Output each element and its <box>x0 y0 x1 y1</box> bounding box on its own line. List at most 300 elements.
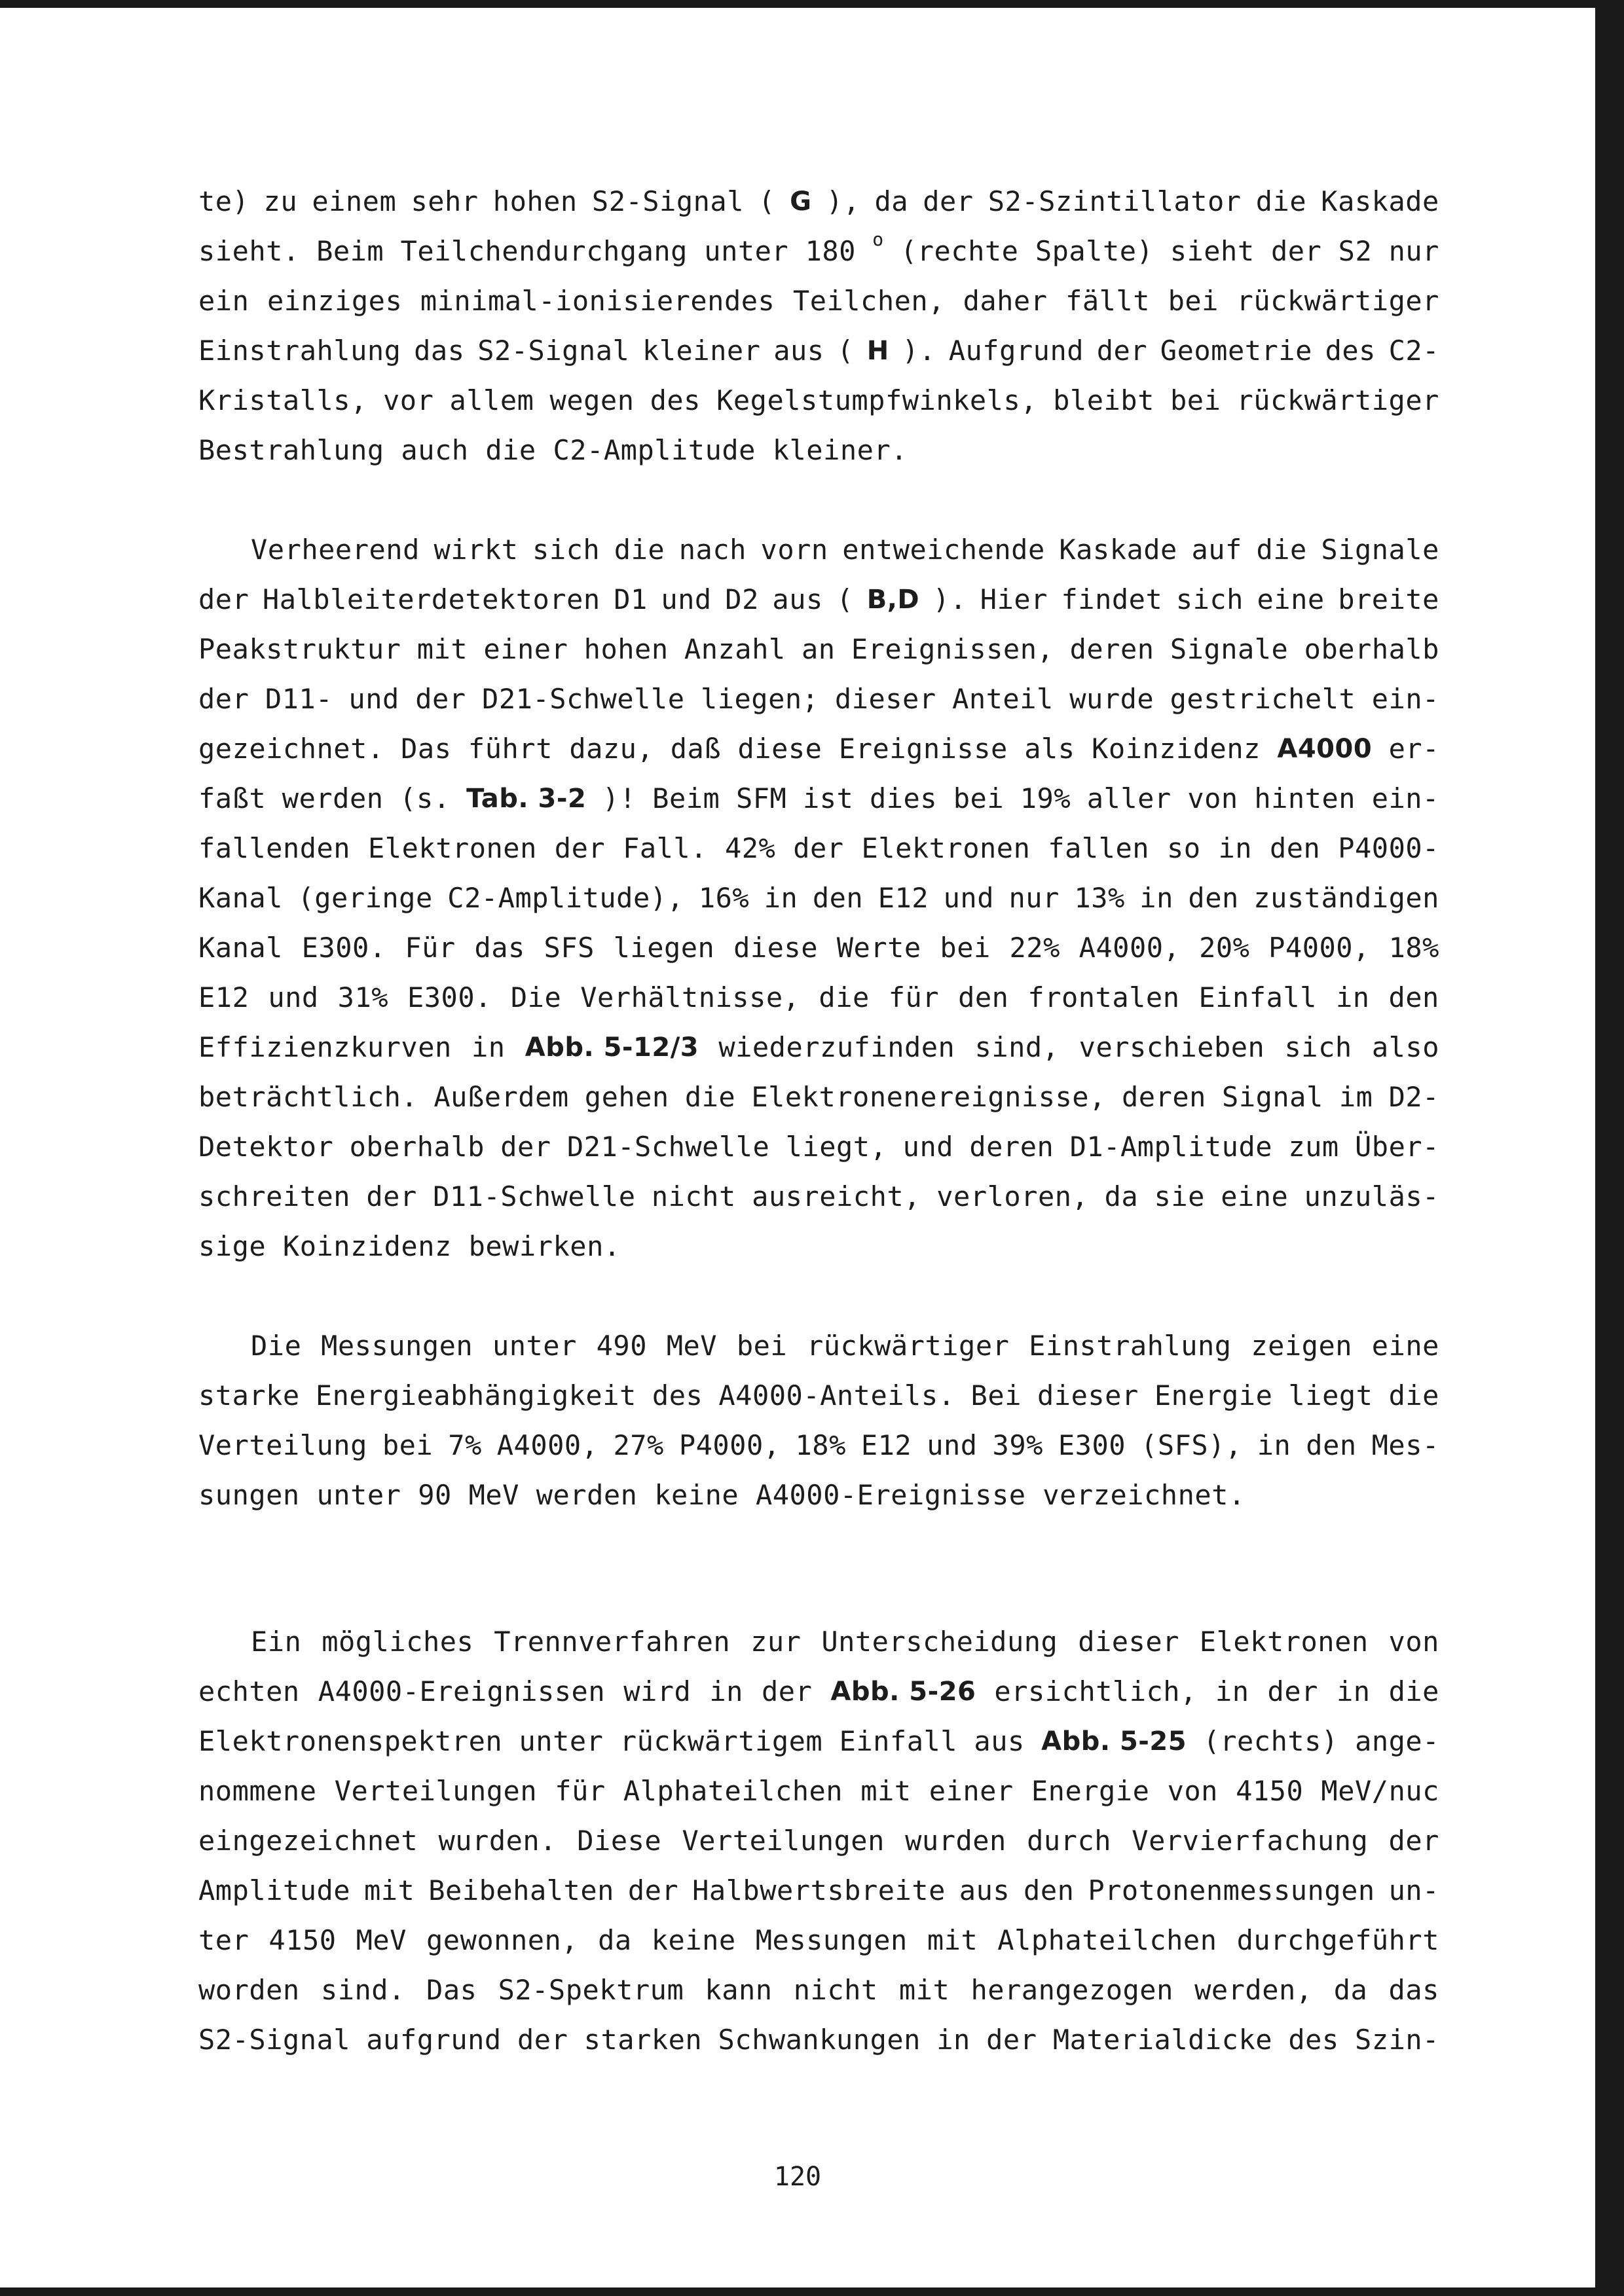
word: S2-Signal <box>477 335 630 367</box>
text-line <box>198 1172 1439 1222</box>
word: liegen; <box>700 683 819 715</box>
word: ist <box>802 782 854 814</box>
word: Geometrie <box>1160 335 1312 367</box>
word: verloren, <box>936 1180 1089 1212</box>
word: sich <box>532 534 600 566</box>
word: mit <box>860 1775 912 1807</box>
text-line <box>198 1470 1439 1520</box>
word: Kristalls, <box>198 384 367 416</box>
word: auf <box>1191 534 1242 566</box>
word: 27% <box>613 1429 664 1461</box>
word: Halbwertsbreite <box>692 1874 946 1906</box>
word: Spalte) <box>1035 235 1154 267</box>
word: der <box>554 832 606 864</box>
word: diese <box>733 932 819 964</box>
bold-reference: Abb. 5-25 <box>1041 1726 1187 1757</box>
word: Ereignisse <box>838 733 1008 765</box>
word: aus <box>959 1874 1010 1906</box>
word: aufgrund <box>366 2024 502 2056</box>
word: Elektronen <box>861 832 1031 864</box>
paragraph <box>198 177 1439 475</box>
word: 7% <box>448 1429 482 1461</box>
word: in <box>764 882 798 914</box>
word: MeV/nuc <box>1321 1775 1439 1807</box>
word: liegt <box>1288 1379 1373 1412</box>
word: Ein <box>251 1626 302 1658</box>
word: mit <box>898 1974 950 2006</box>
word: den <box>812 882 864 914</box>
word: Energieabhängigkeit <box>315 1379 637 1412</box>
word: eine <box>1371 1330 1439 1362</box>
text-line <box>198 1072 1439 1122</box>
word: Energie <box>1154 1379 1273 1412</box>
word: die <box>1388 1675 1439 1707</box>
word: E12 <box>198 981 249 1013</box>
word: Außerdem <box>434 1081 569 1113</box>
word: für <box>555 1775 606 1807</box>
word: deren <box>969 1131 1054 1163</box>
word: ersichtlich, <box>994 1675 1197 1707</box>
word: in <box>1335 981 1370 1013</box>
word: Verteilung <box>198 1429 367 1461</box>
word: unter <box>519 1725 604 1757</box>
word: S2-Spektrum <box>498 1974 684 2006</box>
word: die <box>1256 534 1307 566</box>
word: den <box>1269 832 1321 864</box>
word: durch <box>1027 1825 1112 1857</box>
text-line <box>198 923 1439 973</box>
word: das <box>474 932 525 964</box>
word: also <box>1371 1031 1439 1063</box>
text-segment: Bestrahlung auch die C2-Amplitude kleiner. <box>198 434 908 466</box>
word: entweichende <box>842 534 1045 566</box>
word: bleibt <box>1053 384 1154 416</box>
word: hohen <box>583 633 669 665</box>
word: faßt <box>198 782 267 814</box>
bold-reference: H <box>866 336 889 366</box>
bold-reference: G <box>790 187 812 217</box>
word: nur <box>1008 882 1060 914</box>
bold-reference: Abb. 5-12/3 <box>525 1032 699 1063</box>
word: von <box>1388 1626 1439 1658</box>
word: ein <box>198 285 249 317</box>
word: unter <box>492 1330 577 1362</box>
word: Messungen <box>755 1924 908 1956</box>
word: fallenden <box>198 832 351 864</box>
word: )! <box>602 782 637 814</box>
word: durchgeführt <box>1236 1924 1439 1956</box>
word: Das <box>426 1974 477 2006</box>
word: E12 <box>860 1429 912 1461</box>
word: A4000, <box>1079 932 1181 964</box>
word: Alphateilchen <box>997 1924 1217 1956</box>
word: 16% <box>698 882 750 914</box>
word: Über- <box>1355 1131 1439 1163</box>
word: einziges <box>267 285 403 317</box>
text-line <box>198 426 1439 475</box>
word: deren <box>1121 1081 1206 1113</box>
bold-reference: A4000 <box>1277 734 1373 764</box>
word: der <box>793 832 844 864</box>
word: Teilchen, <box>792 285 945 317</box>
word: den <box>1306 1429 1357 1461</box>
word: so <box>1166 832 1201 864</box>
word: dies <box>869 782 938 814</box>
word: im <box>1338 1081 1373 1113</box>
word: liegen <box>613 932 715 964</box>
word: oberhalb <box>1304 633 1439 665</box>
word: Einstrahlung <box>1029 1330 1232 1362</box>
body-text <box>198 177 1439 2065</box>
word: wegen <box>549 384 635 416</box>
word: Signale <box>1170 633 1289 665</box>
word: ( <box>836 583 854 615</box>
text-line <box>198 625 1439 674</box>
word: 13% <box>1074 882 1125 914</box>
word: aus <box>773 335 824 367</box>
text-line <box>198 674 1439 724</box>
paragraph-gap <box>198 475 1439 525</box>
word: gestrichelt <box>1170 683 1356 715</box>
word: SFS <box>544 932 595 964</box>
word: Kanal <box>198 882 283 914</box>
word: den <box>1188 882 1239 914</box>
word: in <box>1139 882 1173 914</box>
word: C2- <box>1388 335 1439 367</box>
paragraph <box>198 1321 1439 1520</box>
word: E300. <box>301 932 386 964</box>
word: ausreicht, <box>752 1180 921 1212</box>
word: E300. <box>407 981 492 1013</box>
word: und <box>268 981 319 1013</box>
word: wiederzufinden <box>718 1031 955 1063</box>
word: des <box>650 384 701 416</box>
word: Elektronen <box>368 832 537 864</box>
word: D11- <box>265 683 333 715</box>
word: MeV <box>356 1924 407 1956</box>
word: die <box>819 981 870 1013</box>
word: der <box>1270 235 1322 267</box>
word: der <box>986 2024 1037 2056</box>
word: Materialdicke <box>1052 2024 1273 2056</box>
word: der <box>366 1180 417 1212</box>
word: einer <box>483 633 568 665</box>
word: Elektronenspektren <box>198 1725 503 1757</box>
word: D2- <box>1388 1081 1439 1113</box>
word: eine <box>1221 1180 1289 1212</box>
word: bei <box>736 1330 788 1362</box>
text-line <box>198 326 1439 376</box>
word: Werte <box>836 932 921 964</box>
word: Verteilungen <box>682 1825 885 1857</box>
word: da <box>598 1924 632 1956</box>
text-line <box>198 1321 1439 1371</box>
word: der <box>1388 1825 1439 1857</box>
word: Aufgrund <box>948 335 1084 367</box>
word: eine <box>1257 583 1325 615</box>
word: rückwärtiger <box>1236 384 1439 416</box>
text-line <box>198 575 1439 625</box>
paragraph <box>198 525 1439 1271</box>
word: der <box>923 185 974 217</box>
word: keine <box>651 1924 736 1956</box>
word: S2-Szintillator <box>987 185 1242 217</box>
word: E300 <box>1058 1429 1126 1461</box>
word: kleiner <box>642 335 761 367</box>
word: werden, <box>1194 1974 1313 2006</box>
word: den <box>958 981 1009 1013</box>
word: ter <box>198 1924 249 1956</box>
bold-reference: B,D <box>866 585 920 615</box>
word: dieser <box>1037 1379 1139 1412</box>
word: 4150 <box>268 1924 337 1956</box>
word: für <box>888 981 940 1013</box>
word: (rechte <box>900 235 1019 267</box>
word: sich <box>1284 1031 1352 1063</box>
word: bei <box>1168 285 1219 317</box>
word: ange- <box>1355 1725 1439 1757</box>
word: sieht. <box>198 235 300 267</box>
word: dieser <box>834 683 936 715</box>
word: Messungen <box>321 1330 473 1362</box>
word: P4000- <box>1338 832 1439 864</box>
word: diese <box>737 733 822 765</box>
word: fällt <box>1065 285 1151 317</box>
word: Beibehalten <box>428 1874 614 1906</box>
word: Ereignissen, <box>851 633 1054 665</box>
word: einer <box>929 1775 1014 1807</box>
word: in <box>709 1675 743 1707</box>
text-line <box>198 1816 1439 1866</box>
word: Schwankungen <box>718 2024 921 2056</box>
text-line <box>198 724 1439 774</box>
word: gewonnen, <box>426 1924 579 1956</box>
word: dieser <box>1078 1626 1179 1658</box>
word: von <box>1187 782 1238 814</box>
word: Amplitude <box>198 1874 351 1906</box>
word: Die <box>251 1330 302 1362</box>
word: Verteilungen <box>334 1775 538 1807</box>
word: der <box>198 583 249 615</box>
word: als <box>1024 733 1075 765</box>
word: C2-Amplitude), <box>447 882 684 914</box>
word: P4000, <box>1268 932 1370 964</box>
word: Anzahl <box>684 633 786 665</box>
word: sehr <box>411 185 479 217</box>
word: an <box>801 633 836 665</box>
paragraph-gap <box>198 1271 1439 1321</box>
word: (SFS), <box>1141 1429 1242 1461</box>
word: liegt, <box>785 1131 887 1163</box>
word: Protonenmessungen <box>1088 1874 1375 1906</box>
word: D11-Schwelle <box>433 1180 636 1212</box>
word: der <box>1096 335 1148 367</box>
word: ein- <box>1371 683 1439 715</box>
word: Elektronen <box>1199 1626 1369 1658</box>
text-line <box>198 1617 1439 1667</box>
word: allem <box>449 384 534 416</box>
word: in <box>1336 1675 1371 1707</box>
word: E12 <box>877 882 929 914</box>
word: verschieben <box>1079 1031 1265 1063</box>
word: rückwärtiger <box>806 1330 1010 1362</box>
word: mit <box>927 1924 978 1956</box>
superscript: o <box>872 228 884 250</box>
word: S2 <box>1338 235 1373 267</box>
word: nommene <box>198 1775 317 1807</box>
word: sich <box>1175 583 1244 615</box>
word: die <box>614 534 665 566</box>
word: S2-Signal <box>198 2024 351 2056</box>
word: den <box>1388 981 1439 1013</box>
word: sind, <box>974 1031 1060 1063</box>
word: Teilchendurchgang <box>400 235 688 267</box>
word: oberhalb <box>349 1131 485 1163</box>
word: Einstrahlung <box>198 335 401 367</box>
word: der <box>198 683 249 715</box>
word: vorn <box>760 534 828 566</box>
word: 31% <box>337 981 389 1013</box>
text-line <box>198 525 1439 575</box>
word: und <box>943 882 994 914</box>
word: A4000, <box>496 1429 599 1461</box>
word: aller <box>1086 782 1172 814</box>
text-line <box>198 1122 1439 1172</box>
word: des <box>1325 335 1376 367</box>
word: Alphateilchen <box>623 1775 843 1807</box>
word: und <box>348 683 399 715</box>
word: Beim <box>316 235 384 267</box>
text-line <box>198 376 1439 426</box>
word: minimal-ionisierendes <box>420 285 775 317</box>
word: unter <box>704 235 789 267</box>
word: in <box>471 1031 506 1063</box>
word: der <box>415 683 466 715</box>
word: Kanal <box>198 932 283 964</box>
word: wurden <box>905 1825 1006 1857</box>
word: die <box>1255 185 1307 217</box>
text-line <box>198 1766 1439 1816</box>
word: Kaskade <box>1321 185 1439 217</box>
word: bei <box>1170 384 1221 416</box>
bold-reference: Abb. 5-26 <box>830 1677 976 1707</box>
word: der <box>517 2024 568 2056</box>
word: ). <box>932 583 967 615</box>
word: D21-Schwelle <box>566 1131 770 1163</box>
word: rückwärtiger <box>1236 285 1439 317</box>
text-line <box>198 1965 1439 2015</box>
text-line <box>198 1222 1439 1271</box>
word: nicht <box>793 1974 878 2006</box>
text-line <box>198 2015 1439 2065</box>
text-line <box>198 1421 1439 1470</box>
word: zum <box>1288 1131 1339 1163</box>
word: Energie <box>1031 1775 1150 1807</box>
word: vor <box>383 384 434 416</box>
word: und <box>927 1429 978 1461</box>
word: breite <box>1338 583 1439 615</box>
word: Vervierfachung <box>1132 1825 1369 1857</box>
word: Für <box>405 932 456 964</box>
word: des <box>652 1379 703 1412</box>
word: Das <box>401 733 452 765</box>
word: A4000-Ereignissen <box>318 1675 606 1707</box>
word: und <box>661 583 712 615</box>
word: aus <box>974 1725 1025 1757</box>
word: worden <box>198 1974 300 2006</box>
word: Verheerend <box>251 534 420 566</box>
word: starken <box>583 2024 703 2056</box>
text-segment: sungen unter 90 MeV werden keine A4000-Ereignisse verzeichnet. <box>198 1479 1246 1511</box>
paragraph <box>198 1617 1439 2065</box>
word: der <box>762 1675 813 1707</box>
word: Trennverfahren <box>494 1626 731 1658</box>
word: beträchtlich. <box>198 1081 418 1113</box>
word: gehen <box>584 1081 669 1113</box>
word: nicht <box>651 1180 736 1212</box>
word: führt <box>468 733 553 765</box>
word: (s. <box>399 782 451 814</box>
word: 18% <box>795 1429 846 1461</box>
word: kann <box>705 1974 773 2006</box>
word: schreiten <box>198 1180 351 1212</box>
word: in <box>1215 1675 1249 1707</box>
word: der <box>1267 1675 1318 1707</box>
text-line <box>198 1371 1439 1421</box>
word: den <box>1024 1874 1075 1906</box>
word: werden <box>282 782 384 814</box>
word: hohen <box>492 185 578 217</box>
word: gezeichnet. <box>198 733 384 765</box>
word: zur <box>750 1626 802 1658</box>
word: Fall. <box>623 832 708 864</box>
word: herangezogen <box>970 1974 1173 2006</box>
word: 4150 <box>1236 1775 1304 1807</box>
word: der <box>500 1131 551 1163</box>
word: starke <box>198 1379 300 1412</box>
word: die <box>1388 1379 1439 1412</box>
word: D2 <box>725 583 759 615</box>
word: D21-Schwelle <box>482 683 685 715</box>
word: mit <box>363 1874 415 1906</box>
text-line <box>198 1866 1439 1916</box>
word: aus <box>772 583 823 615</box>
text-line <box>198 276 1439 326</box>
word: wurden. <box>438 1825 557 1857</box>
word: 39% <box>992 1429 1043 1461</box>
word: Koinzidenz <box>1092 733 1261 765</box>
word: Mes- <box>1371 1429 1439 1461</box>
word: Beim <box>652 782 720 814</box>
word: Einfall <box>839 1725 958 1757</box>
word: Elektronenereignisse, <box>751 1081 1106 1113</box>
word: Hier <box>980 583 1048 615</box>
word: Halbleiterdetektoren <box>262 583 600 615</box>
word: Kaskade <box>1059 534 1177 566</box>
word: deren <box>1069 633 1154 665</box>
word: von <box>1167 1775 1218 1807</box>
word: sieht <box>1170 235 1255 267</box>
word: ), <box>826 185 860 217</box>
word: bei <box>953 782 1005 814</box>
word: te) <box>198 185 249 217</box>
word: bei <box>940 932 991 964</box>
word: un- <box>1388 1874 1439 1906</box>
word: zuständigen <box>1253 882 1439 914</box>
word: hinten <box>1254 782 1356 814</box>
word: 20% <box>1199 932 1250 964</box>
word: er- <box>1388 733 1439 765</box>
